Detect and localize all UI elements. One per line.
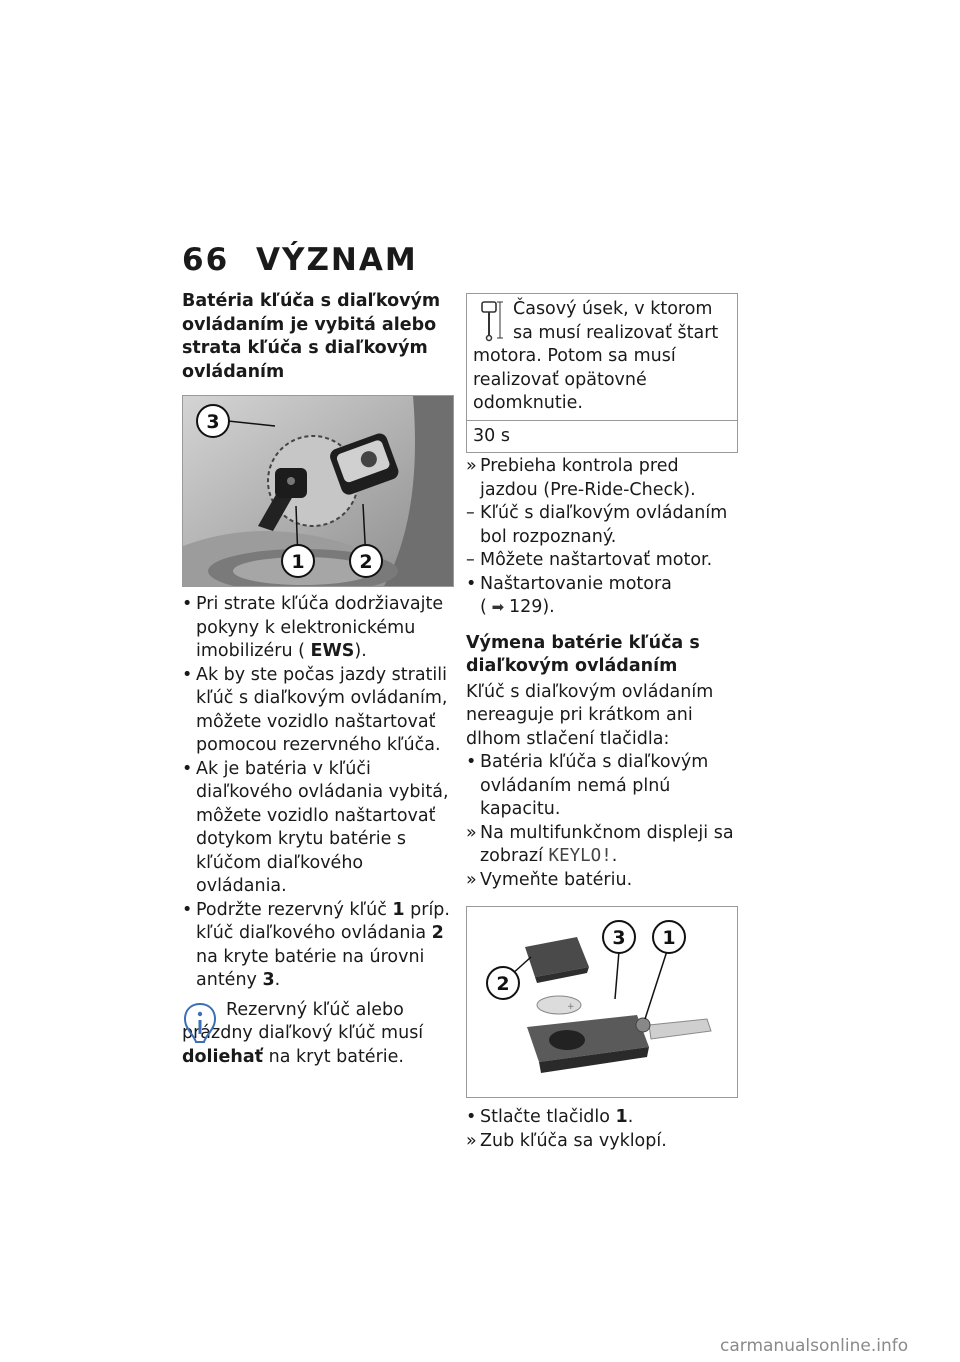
list-item: – Môžete naštartovať motor. (466, 550, 713, 570)
intro-paragraph: Kľúč s diaľkovým ovládaním nereaguje pri krátkom ani dlhom stlačení tlačidla: (466, 681, 714, 749)
list-item: • Stlačte tlačidlo 1. (466, 1107, 634, 1127)
spec-value-cell (467, 420, 738, 453)
section-heading-battery-replace: Výmena batérie kľúča s diaľkovým ovládaním (466, 632, 700, 676)
display-message: KEYLO! (548, 846, 612, 866)
ignition-key-illustration (183, 396, 454, 587)
callout-2: 2 (496, 973, 510, 995)
result-list (466, 455, 738, 620)
list-item: • Naštartovanie motora ( ➡ 129). (466, 573, 672, 617)
callout-1: 1 (291, 551, 305, 573)
page-title: VÝZNAM (256, 242, 418, 278)
arrow-right-icon: ➡ (486, 598, 509, 616)
list-item: » Vymeňte batériu. (466, 869, 633, 890)
list-item: • Ak by ste počas jazdy stratili kľúč s diaľkovým ovládaním, môžete vozidlo naštartovať pomocou rezervného kľúča. (182, 664, 448, 755)
bullet-marker: • (182, 758, 193, 779)
page-number: 66 (182, 242, 230, 278)
key-battery-illustration (467, 907, 738, 1098)
list-item: » Zub kľúča sa vyklopí. (466, 1130, 667, 1151)
final-steps-list (466, 1106, 738, 1153)
list-item: » Prebieha kontrola pred jazdou (Pre-Ride-Check). (466, 456, 696, 500)
list-item: » Na multifunkčnom displeji sa zobrazí KEYLO!. (466, 822, 734, 866)
battery-list (466, 751, 738, 892)
right-column (466, 293, 738, 1153)
spec-description-cell (467, 294, 738, 421)
page-reference[interactable]: ( ➡ 129). (480, 597, 555, 617)
time-spec-table (466, 293, 738, 453)
tool-spec-icon (473, 298, 507, 342)
left-column (182, 290, 454, 1069)
callout-3: 3 (206, 411, 220, 433)
list-item: • Ak je batéria v kľúči diaľkového ovládania vybitá, môžete vozidlo naštartovať dotykom krytu batérie s kľúčom diaľkového ovládania. (182, 758, 449, 896)
list-item: – Kľúč s diaľkovým ovládaním bol rozpoznaný. (466, 503, 728, 547)
watermark: carmanualsonline.info (720, 1336, 909, 1356)
spec-value: 30 s (473, 425, 510, 446)
bullet-marker: • (182, 664, 193, 685)
list-item: • Batéria kľúča s diaľkovým ovládaním nemá plnú kapacitu. (466, 752, 709, 819)
figure-key-battery (466, 906, 738, 1098)
list-item: • Pri strate kľúča dodržiavajte pokyny k elektronickému imobilizéru ( EWS). (182, 594, 444, 661)
instruction-list-left (182, 593, 454, 993)
bullet-marker: • (182, 594, 193, 614)
info-note: Rezervný kľúč alebo prázdny diaľkový kľúč musí doliehať na kryt batérie. (182, 999, 424, 1067)
figure-ignition-key (182, 395, 454, 587)
page-header (182, 242, 418, 278)
section-heading-lost-key: Batéria kľúča s diaľkovým ovládaním je vybitá alebo strata kľúča s diaľkovým ovládaním (182, 291, 441, 382)
svg-text:+: + (567, 1002, 575, 1012)
callout-1: 1 (662, 927, 676, 949)
info-icon (182, 1001, 218, 1045)
bullet-marker: • (182, 899, 193, 920)
spec-description: Časový úsek, v ktorom sa musí realizovať štart motora. Potom sa musí realizovať opätovné odomknutie. (473, 299, 719, 413)
ews-term: EWS (310, 641, 355, 661)
list-item: • Podržte rezervný kľúč 1 príp. kľúč diaľkového ovládania 2 na kryte batérie na úrovni antény 3. (182, 899, 450, 990)
callout-2: 2 (359, 551, 373, 573)
callout-3: 3 (612, 927, 626, 949)
